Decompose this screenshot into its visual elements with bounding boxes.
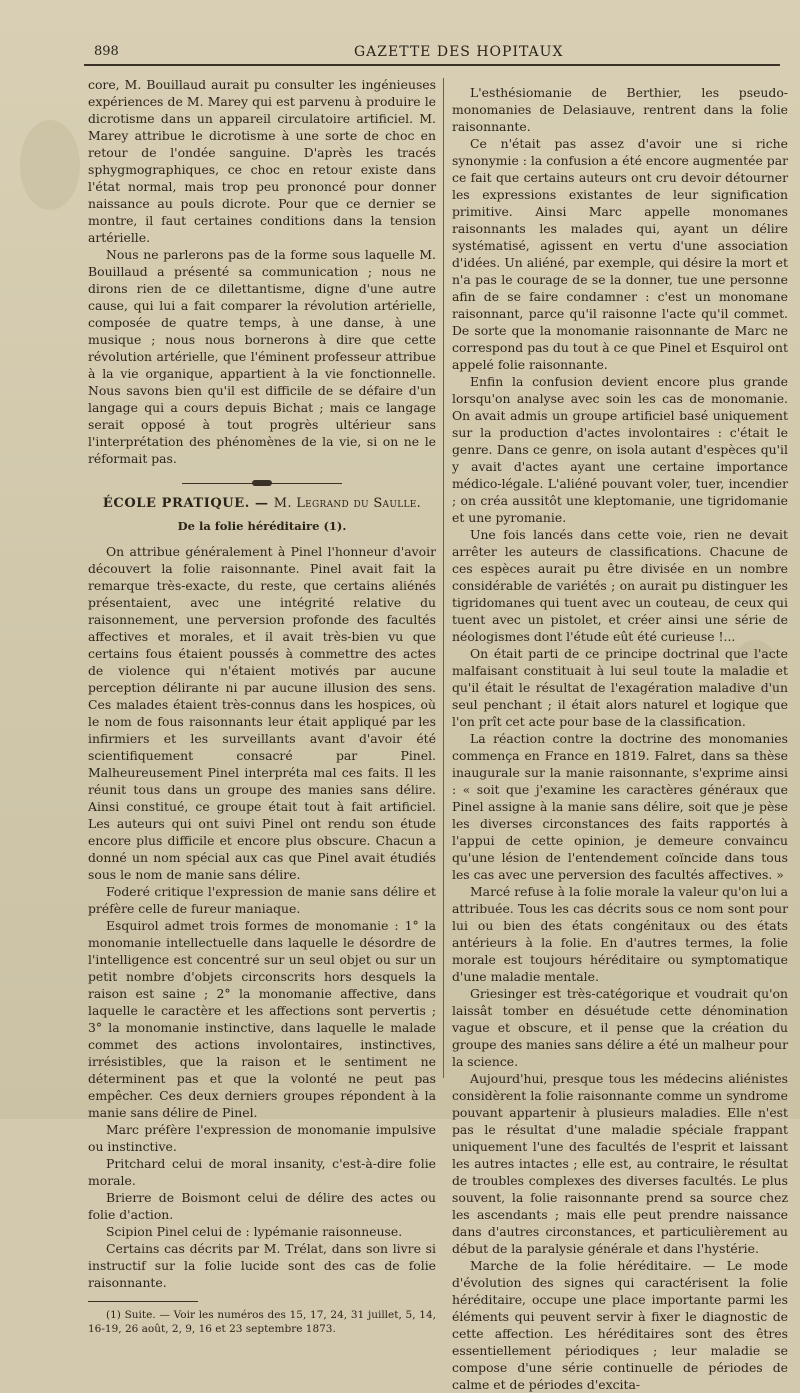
- paper-stain: [20, 120, 80, 210]
- footnote: (1) Suite. — Voir les numéros des 15, 17, 24, 31 juillet, 5, 14, 16-19, 26 août, 2, 9, 16 et 23 septembre 1873.: [88, 1309, 436, 1335]
- article-paragraph: La réaction contre la doctrine des monomanies commença en France en 1819. Falret, dans sa thèse inaugurale sur la manie raisonnante, s'exprime ainsi : « soit que j'examine les caractères généraux que Pinel assigne à la manie sans délire, soit que je pèse les diverses circonstances des faits rapportés à l'appui de cette opinion, je demeure convaincu qu'une lésion de l'entendement coïncide dans tous les cas avec une perversion des facultés affectives. »: [452, 731, 788, 882]
- article-paragraph: Ce n'était pas assez d'avoir une si riche synonymie : la confusion a été encore augmentée par ce fait que certains auteurs ont cru devoir détourner les expressions existantes de leur signification primitive. Ainsi Marc appelle monomanes raisonnants les malades qui, ayant un délire systématisé, agissent en vertu d'une association d'idées. Un aliéné, par exemple, qui désire la mort et n'a pas le courage de se la donner, tue une personne afin de se faire condamner : c'est un monomane raisonnant, parce qu'il raisonne l'acte qu'il commet. De sorte que la monomanie raisonnante de Marc ne correspond pas du tout à ce que Pinel et Esquirol ont appelé folie raisonnante.: [452, 136, 788, 372]
- article-paragraph: Griesinger est très-catégorique et voudrait qu'on laissât tomber en désuétude cette dénomination vague et obscure, et il pense que la création du groupe des manies sans délire a été un malheur pour la science.: [452, 986, 788, 1069]
- article-paragraph: L'esthésiomanie de Berthier, les pseudo-monomanies de Delasiauve, rentrent dans la folie raisonnante.: [452, 85, 788, 134]
- right-column: [452, 84, 788, 1393]
- article-paragraph: Pritchard celui de moral insanity, c'est-à-dire folie morale.: [88, 1156, 436, 1188]
- journal-title: GAZETTE DES HOPITAUX: [354, 44, 564, 60]
- page-header: [84, 38, 780, 66]
- article-paragraph: Marche de la folie héréditaire. — Le mode d'évolution des signes qui caractérisent la folie héréditaire, occupe une place importante parmi les éléments qui peuvent servir à fixer le diagnostic de cette affection. Les héréditaires sont des êtres essentiellement périodiques ; leur maladie se compose d'une série continuelle de périodes de calme et de périodes d'excita-: [452, 1258, 788, 1392]
- article-paragraph: Une fois lancés dans cette voie, rien ne devait arrêter les auteurs de classifications. Chacune de ces espèces aurait pu être divisée en un nombre considérable de variétés ; on aurait pu distinguer les tigridomanes qui tuent avec un couteau, de ceux qui tuent avec un pistolet, et créer ainsi une série de néologismes dont l'étude eût été curieuse !...: [452, 527, 788, 644]
- left-column: [88, 76, 436, 1336]
- section-title: [88, 495, 436, 512]
- article-paragraph: On attribue généralement à Pinel l'honneur d'avoir découvert la folie raisonnante. Pinel avait fait la remarque très-exacte, du reste, que certains aliénés présentaient, avec une intégrité relative du raisonnement, une perversion profonde des facultés affectives et morales, et il avait très-bien vu que certains fous étaient poussés à commettre des actes de violence qui n'étaient motivés par aucune perception délirante ni par aucune illusion des sens. Ces malades étaient très-connus dans les hospices, où le nom de fous raisonnants leur était appliqué par les infirmiers et les surveillants avant d'avoir été scientifiquement consacré par Pinel. Malheureusement Pinel interpréta mal ces faits. Il les réunit tous dans un groupe des manies sans délire. Ainsi constitué, ce groupe était tout à fait artificiel. Les auteurs qui ont suivi Pinel ont rendu son étude encore plus difficile et encore plus obscure. Chacun a donné un nom spécial aux cas que Pinel avait étudiés sous le nom de manie sans délire.: [88, 544, 436, 882]
- article-paragraph: Brierre de Boismont celui de délire des actes ou folie d'action.: [88, 1190, 436, 1222]
- article-paragraph: Aujourd'hui, presque tous les médecins aliénistes considèrent la folie raisonnante comme un syndrome pouvant appartenir à plusieurs maladies. Elle n'est pas le résultat d'une maladie spéciale frappant uniquement l'une des facultés de l'esprit et laissant les autres intactes ; elle est, au contraire, le résultat de troubles complexes des diverses facultés. Le plus souvent, la folie raisonnante prend sa source chez les ascendants ; mais elle peut prendre naissance dans d'autres circonstances, et particulièrement au début de la paralysie générale et dans l'hystérie.: [452, 1071, 788, 1256]
- section-author: M. Legrand du Saulle.: [273, 496, 422, 511]
- article-paragraph: Foderé critique l'expression de manie sans délire et préfère celle de fureur maniaque.: [88, 884, 436, 916]
- article-paragraph: Nous ne parlerons pas de la forme sous laquelle M. Bouillaud a présenté sa communication ; nous ne dirons rien de ce dilettantisme, digne d'une autre cause, qui lui a fait comparer la révolution artérielle, composée de quatre temps, à une danse, à une musique ; nous nous bornerons à dire que cette révolution artérielle, que l'éminent professeur attribue à la vie organique, appartient à la vie fonctionnelle. Nous savons bien qu'il est difficile de se défaire d'un langage qui a cours depuis Bichat ; mais ce langage serait opposé à tout progrès ultérieur sans l'interprétation des phénomènes de la vie, si on ne le réformait pas.: [88, 247, 436, 466]
- footnote-rule: [88, 1301, 198, 1302]
- article-paragraph: Marc préfère l'expression de monomanie impulsive ou instinctive.: [88, 1122, 436, 1154]
- article-subtitle: De la folie héréditaire (1).: [177, 519, 347, 533]
- article-paragraph: Certains cas décrits par M. Trélat, dans son livre si instructif sur la folie lucide sont des cas de folie raisonnante.: [88, 1241, 436, 1290]
- article-paragraph: Enfin la confusion devient encore plus grande lorsqu'on analyse avec soin les cas de monomanie. On avait admis un groupe artificiel basé uniquement sur la production d'actes involontaires : c'était le genre. Dans ce genre, on isola autant d'espèces qu'il y avait d'actes ayant une certaine importance médico-légale. L'aliéné pouvant voler, tuer, incendier ; on créa aussitôt une kleptomanie, une tigridomanie et une pyromanie.: [452, 374, 788, 525]
- article-paragraph: Esquirol admet trois formes de monomanie : 1° la monomanie intellectuelle dans laquelle le désordre de l'intelligence est concentré sur un seul objet ou sur un petit nombre d'objets circonscrits hors desquels la raison est saine ; 2° la monomanie affective, dans laquelle le caractère et les affections sont pervertis ; 3° la monomanie instinctive, dans laquelle le malade commet des actions involontaires, instinctives, irrésistibles, que la raison et le sentiment ne déterminent pas et que la volonté ne peut pas empêcher. Ces deux derniers groupes répondent à la manie sans délire de Pinel.: [88, 918, 436, 1120]
- article-paragraph: Marcé refuse à la folie morale la valeur qu'on lui a attribuée. Tous les cas décrits sous ce nom sont pour lui ou bien des états congénitaux ou des états antérieurs à la folie. En d'autres termes, la folie morale est toujours héréditaire ou symptomatique d'une maladie mentale.: [452, 884, 789, 984]
- section-title-label: ÉCOLE PRATIQUE. —: [102, 496, 269, 511]
- column-divider: [443, 78, 444, 1078]
- page-number: 898: [94, 44, 119, 59]
- article-paragraph: core, M. Bouillaud aurait pu consulter les ingénieuses expériences de M. Marey qui est parvenu à produire le dicrotisme dans un appareil circulatoire artificiel. M. Marey attribue le dicrotisme à une sorte de choc en retour de l'ondée sanguine. D'après les tracés sphygmographiques, ce choc en retour existe dans l'état normal, mais trop peu prononcé pour donner naissance au pouls dicrote. Pour que ce dernier se montre, il faut certaines conditions dans la tension artérielle.: [88, 77, 436, 245]
- article-paragraph: On était parti de ce principe doctrinal que l'acte malfaisant constituait à lui seul toute la maladie et qu'il était le résultat de l'exagération maladive d'un seul penchant ; il était alors naturel et logique que l'on prît cet acte pour base de la classification.: [452, 646, 788, 729]
- section-separator: [182, 479, 342, 487]
- article-paragraph: Scipion Pinel celui de : lypémanie raisonneuse.: [106, 1224, 403, 1239]
